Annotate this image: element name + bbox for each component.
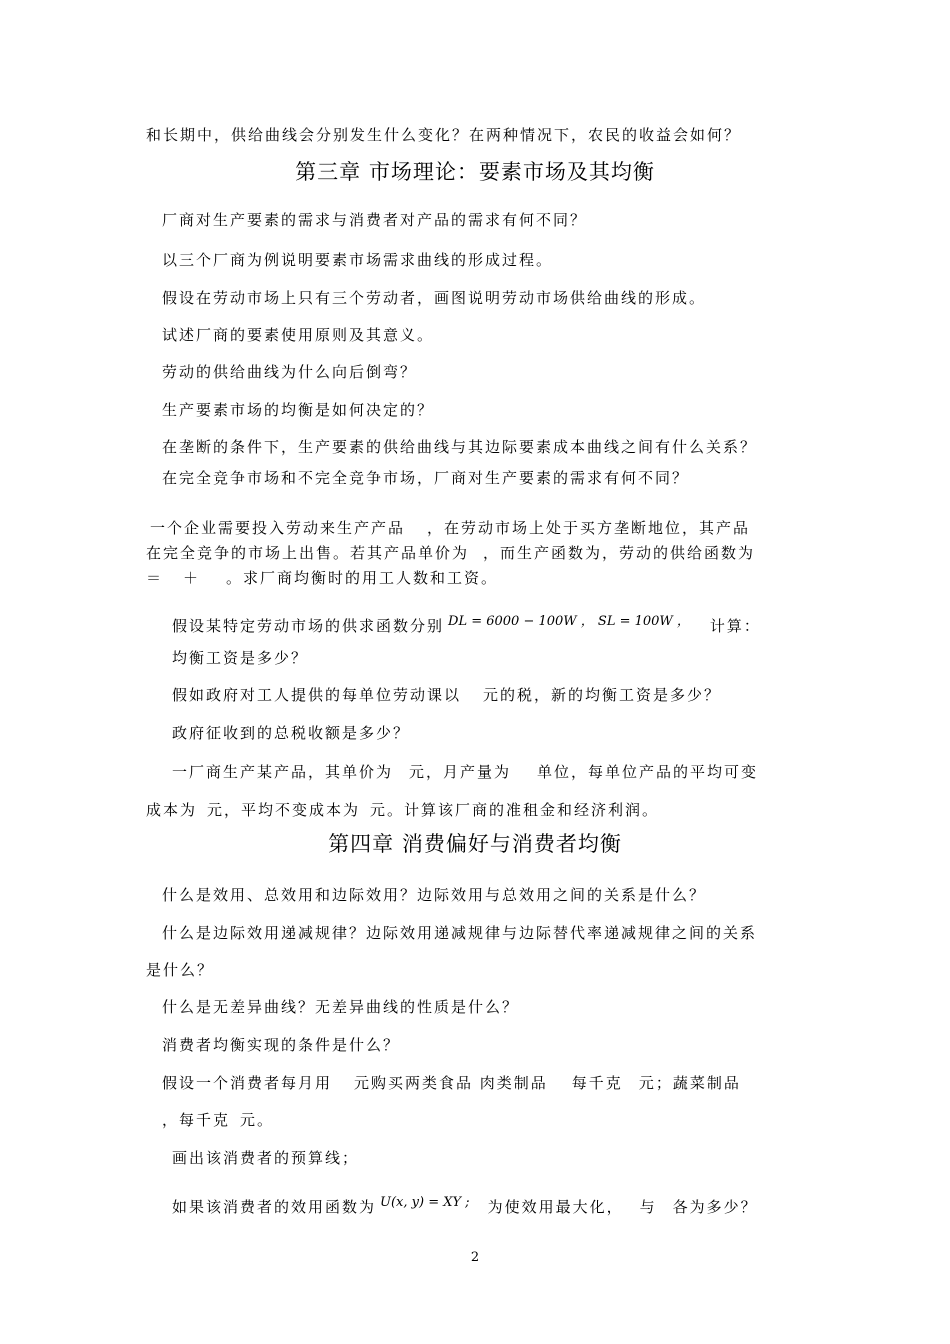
text-segment: 在完全竞争的市场上出售。若其产品单价为	[146, 544, 470, 562]
question-line: 什么是无差异曲线？无差异曲线的性质是什么？	[162, 998, 520, 1016]
text-segment: 元，月产量为	[409, 763, 512, 781]
text-segment: 元购买两类食品 肉类制品	[354, 1074, 548, 1092]
text-line: 和长期中，供给曲线会分别发生什么变化？在两种情况下，农民的收益会如何？	[146, 126, 742, 144]
text-segment: 与	[639, 1198, 657, 1216]
question-line: 以三个厂商为例说明要素市场需求曲线的形成过程。	[162, 251, 554, 269]
question-line: 在垄断的条件下，生产要素的供给曲线与其边际要素成本曲线之间有什么关系？	[162, 438, 758, 456]
question-line: 什么是效用、总效用和边际效用？边际效用与总效用之间的关系是什么？	[162, 886, 707, 904]
text-segment: 一个企业需要投入劳动来生产产品	[150, 519, 406, 537]
text-segment: 元；蔬菜制品	[638, 1074, 741, 1092]
question-line: 生产要素市场的均衡是如何决定的？	[162, 401, 435, 419]
question-line: 假设在劳动市场上只有三个劳动者，画图说明劳动市场供给曲线的形成。	[162, 289, 707, 307]
text-segment: ，每千克	[162, 1111, 231, 1129]
text-segment: 为使效用最大化，	[487, 1198, 624, 1216]
chapter-3-title: 第三章 市场理论：要素市场及其均衡	[295, 160, 655, 184]
text-segment: ＝	[146, 569, 164, 587]
question-line: 什么是边际效用递减规律？边际效用递减规律与边际替代率递减规律之间的关系	[162, 924, 758, 942]
question-line	[162, 1110, 274, 1130]
text-segment: 元。计算该厂商的准租金和经济利润。	[370, 801, 660, 819]
question-line: 厂商对生产要素的需求与消费者对产品的需求有何不同？	[162, 211, 588, 229]
question-line: 劳动的供给曲线为什么向后倒弯？	[162, 363, 418, 381]
text-segment: ，而生产函数为，劳动的供给函数为	[483, 544, 756, 562]
text-segment: 每千克	[571, 1074, 623, 1092]
question-line	[172, 762, 758, 782]
text-segment: 元的税，新的均衡工资是多少？	[483, 686, 722, 704]
question-line: 是什么？	[146, 961, 215, 979]
supply-demand-formula: DL = 6000 − 100W ， SL = 100W ，	[448, 614, 690, 629]
text-segment: 一厂商生产某产品，其单价为	[172, 763, 394, 781]
question-line: 均衡工资是多少？	[172, 649, 309, 667]
text-segment: 假如政府对工人提供的每单位劳动课以	[172, 686, 462, 704]
question-line	[172, 685, 721, 705]
text-segment: 假设某特定劳动市场的供求函数分别	[172, 617, 445, 635]
question-line	[146, 543, 755, 563]
question-line	[146, 800, 659, 820]
text-segment: 如果该消费者的效用函数为	[172, 1198, 377, 1216]
text-segment: 元。	[240, 1111, 275, 1129]
question-line: 政府征收到的总税收额是多少？	[172, 724, 411, 742]
question-line: 试述厂商的要素使用原则及其意义。	[162, 326, 435, 344]
text-segment: 各为多少？	[672, 1198, 758, 1216]
question-line: 在完全竞争市场和不完全竞争市场，厂商对生产要素的需求有何不同？	[162, 469, 690, 487]
text-segment: 计算：	[709, 617, 761, 635]
page-number: 2	[470, 1250, 480, 1265]
text-segment: 成本为	[146, 801, 198, 819]
question-line	[146, 568, 498, 588]
chapter-4-title: 第四章 消费偏好与消费者均衡	[328, 832, 622, 856]
text-segment: 单位，每单位产品的平均可变	[537, 763, 759, 781]
text-segment: 假设一个消费者每月用	[162, 1074, 333, 1092]
question-line	[172, 1193, 758, 1217]
utility-function-formula: U(x, y) = XY ;	[380, 1195, 470, 1210]
question-line	[172, 612, 761, 636]
question-line: 消费者均衡实现的条件是什么？	[162, 1036, 401, 1054]
question-line: 画出该消费者的预算线；	[172, 1149, 360, 1167]
question-line	[150, 518, 750, 538]
text-segment: 。求厂商均衡时的用工人数和工资。	[226, 569, 499, 587]
text-segment: 元，平均不变成本为	[207, 801, 361, 819]
text-segment: ，在劳动市场上处于买方垄断地位，其产品	[427, 519, 751, 537]
text-segment: ＋	[183, 569, 201, 587]
question-line	[162, 1073, 741, 1093]
